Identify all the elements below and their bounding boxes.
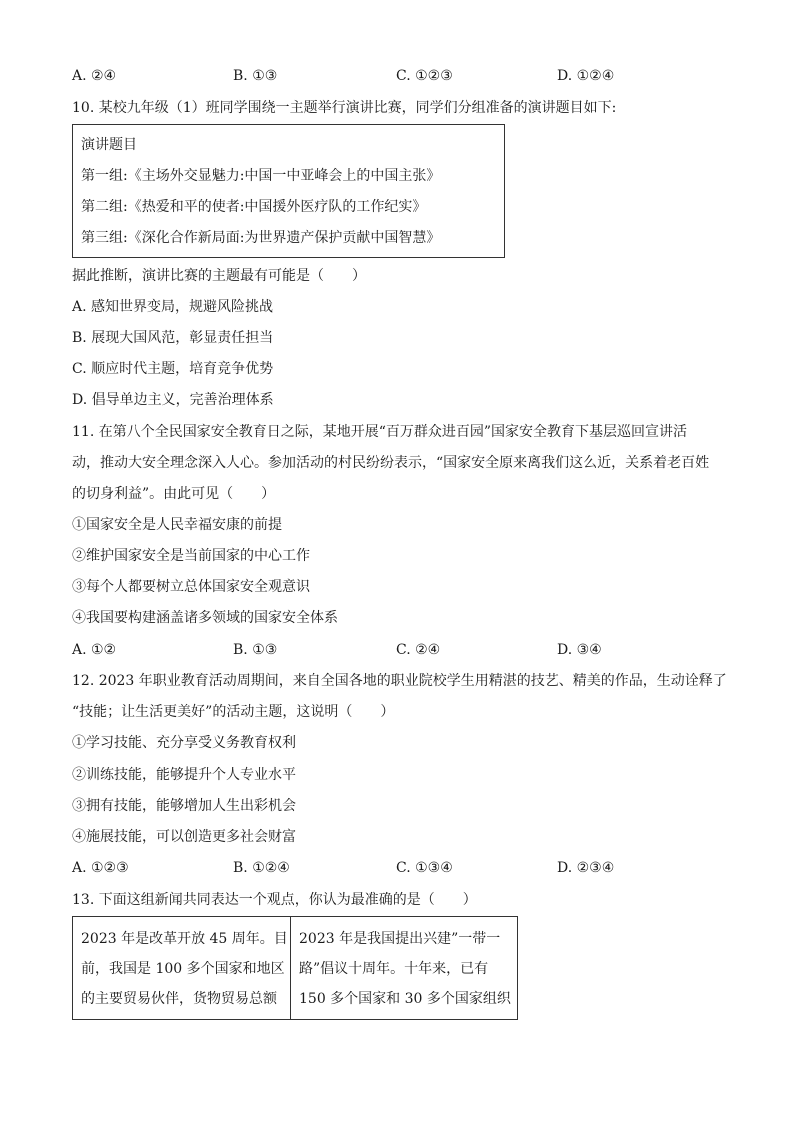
q11-stem-line-2: 动，推动大安全理念深入人心。参加活动的村民纷纷表示，“国家安全原来离我们这么近，关系着老百姓 (72, 455, 710, 471)
q9-options (72, 66, 722, 86)
q11-statement-1: ①国家安全是人民幸福安康的前提 (72, 517, 282, 533)
q12-statement-1: ①学习技能、充分享受义务教育权利 (72, 735, 296, 751)
q13-left-line-2: 前，我国是 100 多个国家和地区 (81, 961, 285, 977)
q11-option-c: C. ②④ (396, 642, 441, 658)
q12-option-a: A. ①②③ (72, 860, 129, 876)
q10-stem: 10. 某校九年级（1）班同学围绕一主题举行演讲比赛，同学们分组准备的演讲题目如下: (72, 100, 617, 116)
q10-box-line-1: 第一组:《主场外交显魅力:中国一中亚峰会上的中国主张》 (81, 168, 441, 184)
q13-left-line-1: 2023 年是改革开放 45 周年。目 (81, 931, 288, 947)
q13-right-line-1: 2023 年是我国提出兴建”一带一 (299, 931, 501, 947)
q11-statement-4: ④我国要构建涵盖诸多领域的国家安全体系 (72, 610, 338, 626)
q10-question: 据此推断，演讲比赛的主题最有可能是（ ） (72, 268, 366, 284)
q13-right-line-3: 150 多个国家和 30 多个国家组织 (299, 991, 511, 1007)
q10-box-title: 演讲题目 (81, 137, 137, 153)
q10-option-d: D. 倡导单边主义，完善治理体系 (72, 392, 274, 408)
q11-stem-line-3: 的切身利益”。由此可见（ ） (72, 486, 276, 502)
q11-option-a: A. ①② (72, 642, 117, 658)
q13-left-line-3: 的主要贸易伙伴，货物贸易总额 (81, 991, 277, 1007)
q11-statement-3: ③每个人都要树立总体国家安全观意识 (72, 579, 310, 595)
q10-option-a: A. 感知世界变局，规避风险挑战 (72, 299, 274, 315)
q12-option-c: C. ①③④ (396, 860, 453, 876)
q12-option-d: D. ②③④ (557, 860, 615, 876)
q13-right-line-2: 路”倡议十周年。十年来，已有 (299, 961, 489, 977)
q12-stem-line-1: 12. 2023 年职业教育活动周期间，来自全国各地的职业院校学生用精湛的技艺、精美的作品，生动诠释了 (72, 673, 727, 689)
q12-statement-4: ④施展技能，可以创造更多社会财富 (72, 829, 296, 845)
q11-option-b: B. ①③ (233, 642, 278, 658)
q13-news-table (72, 916, 518, 1020)
q10-option-b: B. 展现大国风范，彰显责任担当 (72, 330, 274, 346)
q12-statement-2: ②训练技能，能够提升个人专业水平 (72, 767, 296, 783)
q12-options (72, 858, 722, 878)
q10-speech-topics-box (72, 124, 505, 258)
q9-option-d: D. ①②④ (557, 68, 615, 84)
q9-option-b: B. ①③ (233, 68, 278, 84)
q12-statement-3: ③拥有技能，能够增加人生出彩机会 (72, 798, 296, 814)
q10-box-line-3: 第三组:《深化合作新局面:为世界遗产保护贡献中国智慧》 (81, 230, 441, 246)
q10-box-line-2: 第二组:《热爱和平的使者:中国援外医疗队的工作纪实》 (81, 199, 427, 215)
q9-option-a: A. ②④ (72, 68, 117, 84)
q13-news-cell-right (291, 917, 517, 1019)
q12-stem-line-2: “技能；让生活更美好”的活动主题，这说明（ ） (72, 704, 395, 720)
q13-news-cell-left (73, 917, 291, 1019)
q10-option-c: C. 顺应时代主题，培育竞争优势 (72, 361, 274, 377)
q12-option-b: B. ①②④ (233, 860, 290, 876)
q13-stem: 13. 下面这组新闻共同表达一个观点，你认为最准确的是（ ） (72, 892, 477, 908)
q11-stem-line-1: 11. 在第八个全民国家安全教育日之际，某地开展“百万群众进百园”国家安全教育下基层巡回宣讲活 (72, 424, 688, 440)
q11-options (72, 640, 722, 660)
q11-option-d: D. ③④ (557, 642, 602, 658)
q9-option-c: C. ①②③ (396, 68, 453, 84)
q11-statement-2: ②维护国家安全是当前国家的中心工作 (72, 548, 310, 564)
